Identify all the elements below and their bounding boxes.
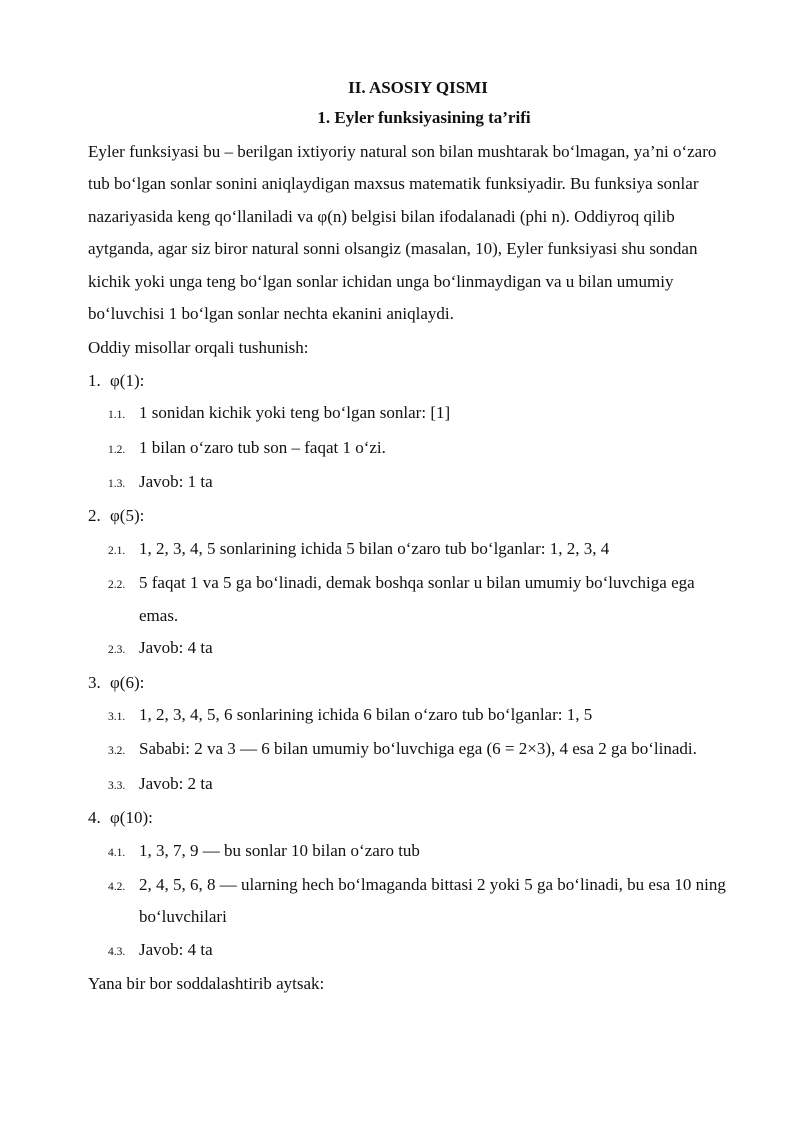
subitem-number: 2.3. [108, 644, 126, 657]
examples-lead: Oddiy misollar orqali tushunish: [88, 338, 309, 358]
subitem [108, 733, 730, 767]
example-number: 1. [88, 370, 101, 390]
subitem-text: 1, 2, 3, 4, 5 sonlarining ichida 5 bilan o‘zaro tub bo‘lganlar: 1, 2, 3, 4 [139, 538, 610, 558]
example-item [88, 500, 730, 666]
closing-line: Yana bir bor soddalashtirib aytsak: [88, 974, 325, 994]
subitem [108, 835, 730, 869]
subitem [108, 397, 730, 431]
subsection-title: 1. Eyler funksiyasining ta’rifi [317, 108, 531, 127]
example-subitems [88, 699, 730, 802]
subitem [108, 768, 730, 802]
subitem-text: Sababi: 2 va 3 — 6 bilan umumiy bo‘luvchiga ega (6 = 2×3), 4 esa 2 ga bo‘linadi. [139, 739, 697, 759]
example-title: φ(1): [110, 370, 145, 390]
subitem [108, 934, 730, 968]
intro-paragraph: Eyler funksiyasi bu – berilgan ixtiyoriy natural son bilan mushtarak bo‘lmagan, ya’ni o‘zaro tub bo‘lgan sonlar sonini aniqlaydigan maxsus matematik funksiyadir. Bu funksiya sonlar nazariyasida keng qo‘llaniladi va φ(n) belgisi bilan ifodalanadi (phi n). Oddiyroq qilib aytganda, agar siz biror natural sonni olsangiz (masalan, 10), Eyler funksiyasi shu sondan kichik yoki unga teng bo‘lgan sonlar ichidan unga bo‘linmaydigan va u bilan umumiy bo‘luvchisi 1 bo‘lgan sonlar nechta ekanini aniqlaydi. [88, 142, 717, 324]
subitem-number: 4.1. [108, 846, 126, 859]
subitem-text: 1 bilan o‘zaro tub son – faqat 1 o‘zi. [139, 437, 386, 457]
subitem-text: 5 faqat 1 va 5 ga bo‘linadi, demak boshqa sonlar u bilan umumiy bo‘luvchiga ega emas. [139, 573, 695, 625]
example-item [88, 667, 730, 803]
example-item [88, 365, 730, 501]
example-title: φ(5): [110, 506, 145, 526]
subitem-number: 3.1. [108, 710, 126, 723]
subitem [108, 432, 730, 466]
example-number: 3. [88, 672, 101, 692]
example-subitems [88, 835, 730, 969]
subitem-number: 4.3. [108, 945, 126, 958]
examples-list [88, 365, 730, 968]
example-subitems [88, 533, 730, 667]
example-title: φ(6): [110, 672, 145, 692]
subitem-text: 1, 2, 3, 4, 5, 6 sonlarining ichida 6 bilan o‘zaro tub bo‘lganlar: 1, 5 [139, 704, 593, 724]
subitem [108, 533, 730, 567]
subitem-text: Javob: 2 ta [139, 773, 213, 793]
subitem-number: 3.2. [108, 745, 126, 758]
subitem-text: Javob: 4 ta [139, 939, 213, 959]
subitem-number: 3.3. [108, 779, 126, 792]
subitem-text: Javob: 1 ta [139, 472, 213, 492]
subitem-text: Javob: 4 ta [139, 638, 213, 658]
example-title: φ(10): [110, 808, 153, 828]
subitem-text: 1 sonidan kichik yoki teng bo‘lgan sonlar: [1] [139, 403, 451, 423]
example-number: 4. [88, 808, 101, 828]
example-subitems [88, 397, 730, 500]
subitem [108, 567, 730, 632]
section-title: II. ASOSIY QISMI [348, 78, 488, 97]
subitem-number: 1.2. [108, 443, 126, 456]
subitem-number: 1.3. [108, 478, 126, 491]
subitem [108, 869, 730, 934]
subitem-number: 2.1. [108, 544, 126, 557]
subitem-number: 1.1. [108, 409, 126, 422]
example-item [88, 802, 730, 968]
example-number: 2. [88, 506, 101, 526]
subitem [108, 632, 730, 666]
subitem [108, 699, 730, 733]
subitem-number: 4.2. [108, 880, 126, 893]
subitem [108, 466, 730, 500]
subitem-text: 1, 3, 7, 9 — bu sonlar 10 bilan o‘zaro tub [139, 840, 420, 860]
subitem-text: 2, 4, 5, 6, 8 — ularning hech bo‘lmaganda bittasi 2 yoki 5 ga bo‘linadi, bu esa 10 ning bo‘luvchilari [139, 874, 726, 927]
subitem-number: 2.2. [108, 579, 126, 592]
